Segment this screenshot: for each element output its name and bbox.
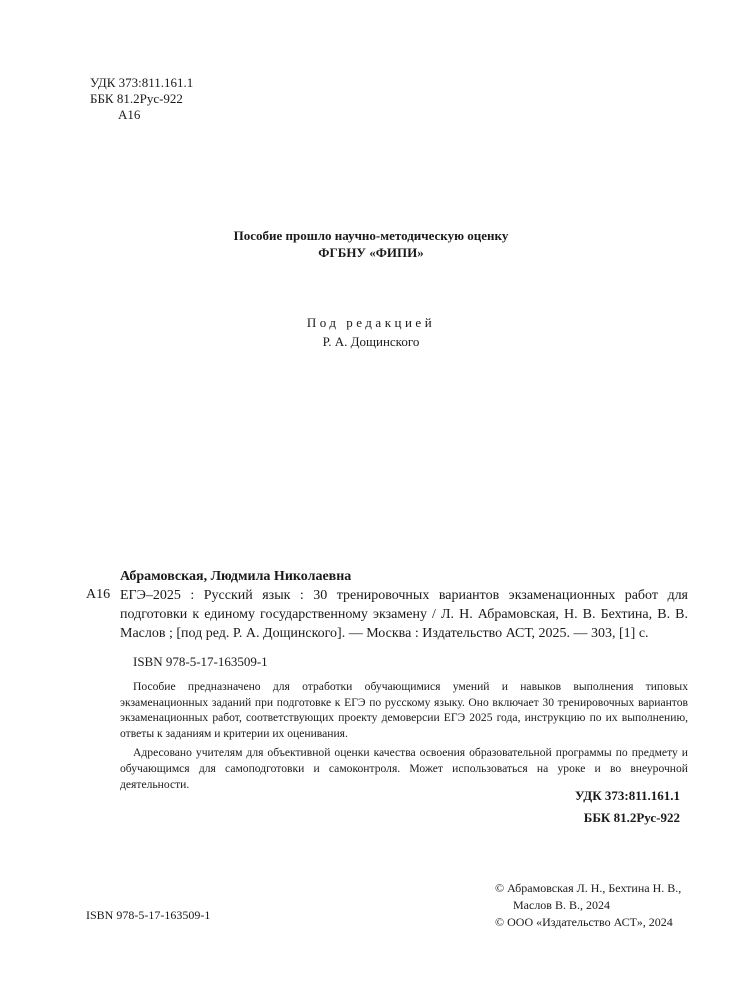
classification-codes-top — [90, 75, 193, 123]
udk-code-bottom: УДК 373:811.161.1 — [575, 788, 680, 803]
isbn-footer: ISBN 978-5-17-163509-1 — [86, 908, 211, 922]
copyright-publisher: © ООО «Издательство АСТ», 2024 — [495, 915, 673, 929]
author-heading: Абрамовская, Людмила Николаевна — [120, 569, 352, 584]
approval-line-1: Пособие прошло научно-методическую оценку — [233, 228, 509, 243]
entry-author-mark: А16 — [86, 587, 111, 602]
copyright-authors-line-2: Маслов В. В., 2024 — [513, 898, 610, 912]
annotation-paragraph-2: Адресовано учителям для объективной оценки качества освоения образовательной программы по предмету и обучающимся для самоподготовки и самоконтроля. Может использоваться на уроке и во внеурочной деятельности. — [120, 746, 688, 791]
bibliographic-description: ЕГЭ–2025 : Русский язык : 30 тренировочных вариантов экзаменационных работ для подготовки к единому государственному экзамену / Л. Н. Абрамовская, Н. В. Бехтина, В. В. Маслов ; [под ред. Р. А. Дощинского]. — Москва : Издательство АСТ, 2025. — 303, [1] с. — [120, 588, 688, 641]
copyright-block — [495, 880, 681, 931]
bbk-code: ББК 81.2Рус-922 — [90, 91, 183, 106]
isbn-record: ISBN 978-5-17-163509-1 — [133, 654, 268, 669]
approval-line-2: ФГБНУ «ФИПИ» — [318, 245, 424, 260]
approval-note — [0, 227, 742, 261]
editor-label: Под редакцией — [306, 315, 436, 330]
editor-name: Р. А. Дощинского — [322, 334, 420, 349]
editor-block — [0, 313, 742, 351]
annotation — [120, 679, 688, 792]
classification-codes-bottom — [575, 785, 680, 829]
udk-code: УДК 373:811.161.1 — [90, 75, 194, 90]
copyright-authors-line-1: © Абрамовская Л. Н., Бехтина Н. В., — [495, 881, 682, 895]
annotation-paragraph-1: Пособие предназначено для отработки обучающимися умений и навыков выполнения типовых экзаменационных заданий при подготовке к ЕГЭ по русскому языку. Оно включает 30 тренировочных вариантов экзаменационных работ, соответствующих проекту демоверсии ЕГЭ 2025 года, инструкцию по их выполнению, ответы к заданиям и критерии их оценивания. — [120, 680, 688, 740]
bbk-code-bottom: ББК 81.2Рус-922 — [583, 810, 680, 825]
author-mark: А16 — [118, 107, 141, 122]
